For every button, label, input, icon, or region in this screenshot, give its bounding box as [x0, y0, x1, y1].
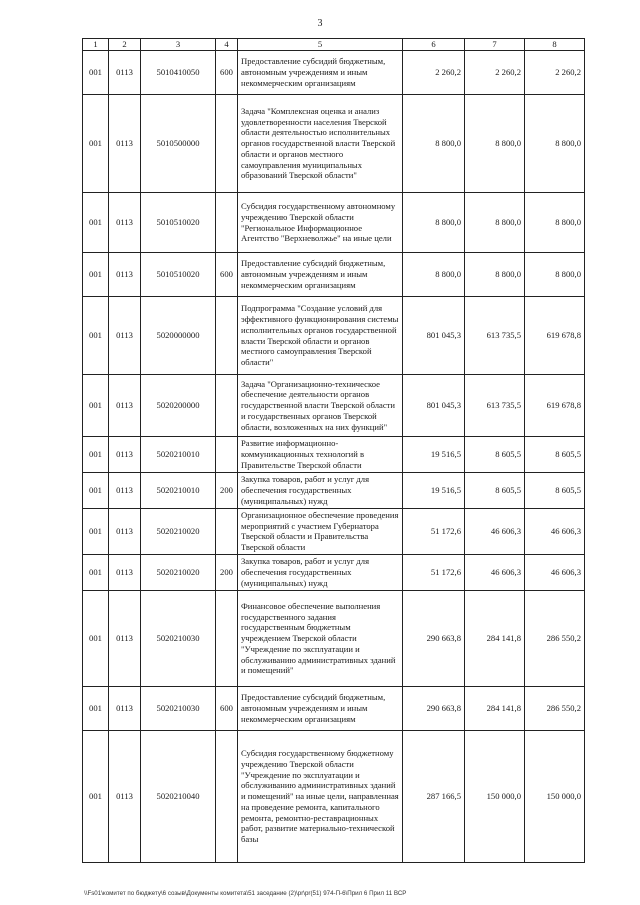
cell-description: Развитие информационно-коммуникационных технологий в Правительстве Тверской области — [238, 437, 403, 473]
cell-section-code: 0113 — [109, 686, 141, 730]
cell-section-code: 0113 — [109, 95, 141, 193]
table-row — [83, 554, 585, 590]
cell-amount-year2: 613 735,5 — [465, 375, 525, 437]
cell-amount-year2: 8 605,5 — [465, 473, 525, 509]
cell-amount-year1: 287 166,5 — [403, 730, 465, 862]
cell-amount-year3: 46 606,3 — [525, 509, 585, 555]
cell-target-code: 5020000000 — [141, 297, 216, 375]
cell-section-code: 0113 — [109, 509, 141, 555]
cell-admin-code: 001 — [83, 95, 109, 193]
cell-admin-code: 001 — [83, 193, 109, 253]
cell-amount-year1: 290 663,8 — [403, 686, 465, 730]
cell-amount-year3: 8 605,5 — [525, 473, 585, 509]
cell-expense-type — [216, 95, 238, 193]
cell-amount-year2: 613 735,5 — [465, 297, 525, 375]
table-row — [83, 193, 585, 253]
table-row — [83, 95, 585, 193]
cell-description: Подпрограмма "Создание условий для эффективного функционирования системы исполнительных органов государственной власти Тверской области и органов местного самоуправления Тверской области" — [238, 297, 403, 375]
cell-amount-year1: 19 516,5 — [403, 473, 465, 509]
cell-description: Финансовое обеспечение выполнения государственного задания государственным бюджетным учреждением Тверской области "Учреждение по эксплуатации и обслуживанию административных зданий и помещений" — [238, 590, 403, 686]
cell-expense-type: 600 — [216, 253, 238, 297]
cell-amount-year1: 2 260,2 — [403, 51, 465, 95]
column-header: 3 — [141, 39, 216, 51]
cell-amount-year3: 46 606,3 — [525, 554, 585, 590]
cell-section-code: 0113 — [109, 253, 141, 297]
column-header: 1 — [83, 39, 109, 51]
column-header: 8 — [525, 39, 585, 51]
cell-expense-type: 600 — [216, 51, 238, 95]
cell-admin-code: 001 — [83, 297, 109, 375]
cell-expense-type: 200 — [216, 473, 238, 509]
cell-description: Субсидия государственному автономному учреждению Тверской области "Региональное Информационное Агентство "Верхневолжье" на иные цели — [238, 193, 403, 253]
table-row — [83, 473, 585, 509]
cell-amount-year1: 8 800,0 — [403, 253, 465, 297]
cell-section-code: 0113 — [109, 473, 141, 509]
cell-amount-year2: 150 000,0 — [465, 730, 525, 862]
cell-section-code: 0113 — [109, 297, 141, 375]
cell-target-code: 5020210010 — [141, 437, 216, 473]
cell-amount-year1: 8 800,0 — [403, 193, 465, 253]
cell-admin-code: 001 — [83, 554, 109, 590]
cell-amount-year2: 46 606,3 — [465, 554, 525, 590]
table-row — [83, 509, 585, 555]
cell-expense-type — [216, 730, 238, 862]
cell-amount-year3: 619 678,8 — [525, 297, 585, 375]
cell-expense-type: 600 — [216, 686, 238, 730]
cell-amount-year2: 8 605,5 — [465, 437, 525, 473]
table-row — [83, 297, 585, 375]
cell-description: Предоставление субсидий бюджетным, автономным учреждениям и иным некоммерческим организациям — [238, 51, 403, 95]
cell-admin-code: 001 — [83, 473, 109, 509]
cell-admin-code: 001 — [83, 686, 109, 730]
cell-description: Организационное обеспечение проведения мероприятий с участием Губернатора Тверской области и Правительства Тверской области — [238, 509, 403, 555]
cell-expense-type — [216, 437, 238, 473]
table-header-row — [83, 39, 585, 51]
cell-target-code: 5020210020 — [141, 509, 216, 555]
column-header: 2 — [109, 39, 141, 51]
cell-description: Задача "Организационно-техническое обеспечение деятельности органов государственной власти Тверской области и государственных органов Тверской области, возложенных на них функций" — [238, 375, 403, 437]
cell-target-code: 5010410050 — [141, 51, 216, 95]
table-row — [83, 730, 585, 862]
cell-section-code: 0113 — [109, 193, 141, 253]
cell-target-code: 5020210040 — [141, 730, 216, 862]
cell-amount-year3: 286 550,2 — [525, 590, 585, 686]
column-header: 5 — [238, 39, 403, 51]
cell-target-code: 5020200000 — [141, 375, 216, 437]
column-header: 4 — [216, 39, 238, 51]
cell-admin-code: 001 — [83, 509, 109, 555]
cell-amount-year1: 51 172,6 — [403, 554, 465, 590]
cell-expense-type — [216, 375, 238, 437]
cell-amount-year3: 619 678,8 — [525, 375, 585, 437]
column-header: 6 — [403, 39, 465, 51]
cell-amount-year1: 51 172,6 — [403, 509, 465, 555]
cell-description: Предоставление субсидий бюджетным, автономным учреждениям и иным некоммерческим организациям — [238, 253, 403, 297]
cell-description: Закупка товаров, работ и услуг для обеспечения государственных (муниципальных) нужд — [238, 473, 403, 509]
cell-target-code: 5020210010 — [141, 473, 216, 509]
cell-amount-year3: 286 550,2 — [525, 686, 585, 730]
cell-target-code: 5020210030 — [141, 590, 216, 686]
cell-section-code: 0113 — [109, 554, 141, 590]
cell-amount-year1: 801 045,3 — [403, 375, 465, 437]
cell-section-code: 0113 — [109, 375, 141, 437]
cell-amount-year3: 8 800,0 — [525, 253, 585, 297]
cell-amount-year1: 8 800,0 — [403, 95, 465, 193]
cell-section-code: 0113 — [109, 730, 141, 862]
table-row — [83, 375, 585, 437]
cell-amount-year2: 8 800,0 — [465, 253, 525, 297]
cell-description: Задача "Комплексная оценка и анализ удовлетворенности населения Тверской области деятельностью исполнительных органов государственной власти Тверской области и органов местного самоуправления муниципальных образований Тверской области" — [238, 95, 403, 193]
table-row — [83, 253, 585, 297]
cell-amount-year2: 8 800,0 — [465, 95, 525, 193]
cell-admin-code: 001 — [83, 590, 109, 686]
cell-admin-code: 001 — [83, 730, 109, 862]
cell-amount-year1: 19 516,5 — [403, 437, 465, 473]
cell-amount-year2: 284 141,8 — [465, 686, 525, 730]
cell-amount-year1: 290 663,8 — [403, 590, 465, 686]
cell-expense-type — [216, 193, 238, 253]
cell-target-code: 5010510020 — [141, 253, 216, 297]
cell-amount-year2: 2 260,2 — [465, 51, 525, 95]
page-number: 3 — [317, 18, 323, 29]
cell-expense-type: 200 — [216, 554, 238, 590]
cell-amount-year3: 8 800,0 — [525, 95, 585, 193]
cell-amount-year2: 8 800,0 — [465, 193, 525, 253]
cell-amount-year2: 46 606,3 — [465, 509, 525, 555]
cell-admin-code: 001 — [83, 51, 109, 95]
table-row — [83, 686, 585, 730]
file-path-footer: \\Fs01\комитет по бюджету\6 созыв\Документы комитета\51 заседание (2)\pr\pr(51) 974-П-6\Прил 6 Прил 11 ВСР — [84, 890, 407, 897]
table-row — [83, 590, 585, 686]
cell-section-code: 0113 — [109, 51, 141, 95]
cell-amount-year3: 8 605,5 — [525, 437, 585, 473]
cell-expense-type — [216, 297, 238, 375]
column-header: 7 — [465, 39, 525, 51]
cell-admin-code: 001 — [83, 253, 109, 297]
cell-description: Закупка товаров, работ и услуг для обеспечения государственных (муниципальных) нужд — [238, 554, 403, 590]
cell-target-code: 5010510020 — [141, 193, 216, 253]
cell-section-code: 0113 — [109, 437, 141, 473]
cell-description: Предоставление субсидий бюджетным, автономным учреждениям и иным некоммерческим организациям — [238, 686, 403, 730]
cell-amount-year3: 8 800,0 — [525, 193, 585, 253]
cell-expense-type — [216, 590, 238, 686]
cell-description: Субсидия государственному бюджетному учреждению Тверской области "Учреждение по эксплуатации и обслуживанию административных зданий и помещений" на иные цели, направленная на проведение ремонта, капитального ремонта, ремонтно-реставрационных работ, развитие материально-технической базы — [238, 730, 403, 862]
table-row — [83, 437, 585, 473]
cell-target-code: 5020210020 — [141, 554, 216, 590]
cell-target-code: 5010500000 — [141, 95, 216, 193]
cell-amount-year3: 150 000,0 — [525, 730, 585, 862]
cell-admin-code: 001 — [83, 375, 109, 437]
cell-section-code: 0113 — [109, 590, 141, 686]
cell-admin-code: 001 — [83, 437, 109, 473]
cell-amount-year3: 2 260,2 — [525, 51, 585, 95]
cell-expense-type — [216, 509, 238, 555]
cell-amount-year2: 284 141,8 — [465, 590, 525, 686]
budget-table — [82, 38, 585, 863]
cell-target-code: 5020210030 — [141, 686, 216, 730]
table-row — [83, 51, 585, 95]
cell-amount-year1: 801 045,3 — [403, 297, 465, 375]
